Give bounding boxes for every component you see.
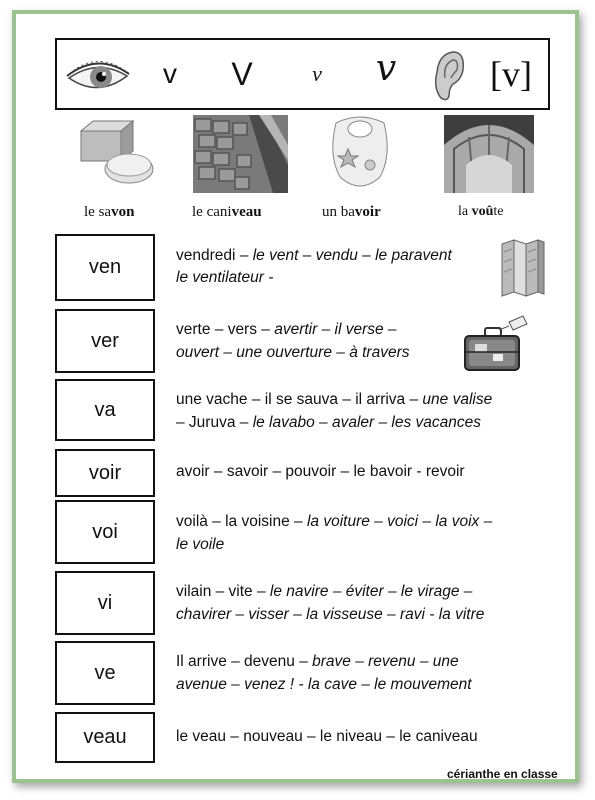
example-line bbox=[176, 605, 484, 625]
example-line bbox=[176, 390, 492, 410]
ear-icon bbox=[431, 48, 467, 104]
example-word-italic: le lavabo – avaler – les vacances bbox=[252, 414, 482, 431]
syllable-box-vi: vi bbox=[55, 571, 155, 635]
example-word-italic: vendu bbox=[315, 247, 358, 264]
example-line bbox=[176, 727, 478, 747]
letter-header bbox=[55, 38, 550, 110]
syllable-box-ven: ven bbox=[55, 234, 155, 301]
syllable-box-voir: voir bbox=[55, 449, 155, 497]
example-line bbox=[176, 582, 472, 602]
example-line bbox=[176, 320, 397, 340]
example-word-italic: chavirer – visser – la visseuse – ravi - la vitre bbox=[176, 606, 485, 623]
example-word-italic: la voiture – voici – la voix – bbox=[306, 513, 493, 530]
example-word: une vache – il se sauva – il arriva – bbox=[176, 391, 423, 408]
caption-caniveau: le caniveau bbox=[192, 204, 262, 220]
syllable-box-va: va bbox=[55, 379, 155, 441]
example-line bbox=[176, 462, 465, 482]
example-word: Il arrive – devenu – bbox=[176, 653, 313, 670]
example-line bbox=[176, 246, 452, 266]
example-word: avoir – savoir – pouvoir – le bavoir - revoir bbox=[176, 463, 465, 480]
bib-icon bbox=[326, 115, 394, 193]
example-word-italic: brave – revenu – une bbox=[312, 653, 459, 670]
suitcase-icon bbox=[463, 314, 529, 374]
example-line bbox=[176, 652, 459, 672]
example-word-italic: le ventilateur - bbox=[176, 269, 274, 286]
folding-screen-icon bbox=[500, 238, 546, 298]
syllable-box-ver: ver bbox=[55, 309, 155, 373]
example-word-italic: le navire – éviter – le virage – bbox=[269, 583, 473, 600]
letter-cursive-lower-v: v bbox=[312, 61, 322, 86]
example-word: le veau – nouveau – le niveau – le caniveau bbox=[176, 728, 478, 745]
vault-icon bbox=[444, 115, 534, 193]
example-word-italic: le voile bbox=[176, 536, 225, 553]
eye-icon bbox=[63, 46, 133, 102]
syllable-box-ve: ve bbox=[55, 641, 155, 705]
example-word: – bbox=[357, 247, 376, 264]
example-word: vilain – vite – bbox=[176, 583, 270, 600]
example-line bbox=[176, 413, 481, 433]
gutter-icon bbox=[193, 115, 288, 193]
example-word: – bbox=[298, 247, 316, 264]
example-word-italic: avertir – il verse – bbox=[274, 321, 397, 338]
example-word-italic: le paravent bbox=[375, 247, 452, 264]
example-word: voilà – la voisine – bbox=[176, 513, 307, 530]
example-word-italic: une valise bbox=[422, 391, 493, 408]
caption-savon: le savon bbox=[84, 204, 135, 220]
example-word: – Juruva – bbox=[176, 414, 253, 431]
example-word-italic: avenue – venez ! - la cave – le mouvement bbox=[176, 676, 472, 693]
letter-upper-v: V bbox=[231, 55, 253, 92]
caption-voute: la voûte bbox=[458, 204, 504, 219]
letter-lower-v: v bbox=[163, 58, 177, 89]
example-word: verte – vers – bbox=[176, 321, 275, 338]
letter-cursive-upper-v: v bbox=[375, 47, 397, 89]
syllable-box-veau: veau bbox=[55, 712, 155, 763]
example-line bbox=[176, 268, 273, 288]
footer-credit: cérianthe en classe bbox=[447, 767, 558, 781]
example-line bbox=[176, 535, 224, 555]
syllable-box-voi: voi bbox=[55, 500, 155, 564]
example-word-italic: le vent bbox=[252, 247, 299, 264]
example-line bbox=[176, 343, 410, 363]
example-line bbox=[176, 675, 472, 695]
example-line bbox=[176, 512, 492, 532]
phonetic-symbol: [v] bbox=[490, 54, 532, 94]
example-word: vendredi – bbox=[176, 247, 253, 264]
soap-icon bbox=[77, 115, 157, 190]
example-word-italic: ouvert – une ouverture – à travers bbox=[176, 344, 410, 361]
caption-bavoir: un bavoir bbox=[322, 204, 381, 220]
